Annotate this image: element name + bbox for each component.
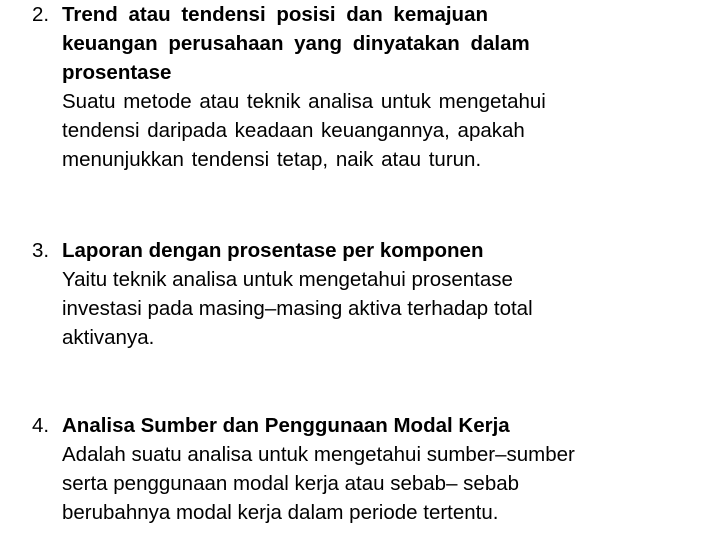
item-title: Trend atau tendensi posisi dan kemajuan keuangan perusahaan yang dinyatakan dalam prosentase — [62, 3, 530, 84]
item-description: Adalah suatu analisa untuk mengetahui sumber–sumber serta penggunaan modal kerja atau sebab– sebab berubahnya modal kerja dalam periode tertentu. — [62, 443, 575, 524]
item-number: 4. — [32, 414, 50, 437]
list-item-source-use-working-capital — [32, 411, 712, 527]
list-item-trend — [32, 0, 712, 174]
item-heading — [32, 236, 712, 265]
item-heading — [32, 411, 712, 440]
item-number: 2. — [32, 3, 50, 26]
item-heading — [32, 0, 712, 87]
item-description: Yaitu teknik analisa untuk mengetahui prosentase investasi pada masing–masing aktiva terhadap total aktivanya. — [62, 268, 533, 349]
item-title: Analisa Sumber dan Penggunaan Modal Kerja — [62, 414, 510, 437]
item-number: 3. — [32, 239, 50, 262]
item-description: Suatu metode atau teknik analisa untuk mengetahui tendensi daripada keadaan keuangannya, apakah menunjukkan tendensi tetap, naik atau turun. — [62, 90, 546, 171]
list-item-percentage-component — [32, 236, 712, 352]
item-title: Laporan dengan prosentase per komponen — [62, 239, 484, 262]
